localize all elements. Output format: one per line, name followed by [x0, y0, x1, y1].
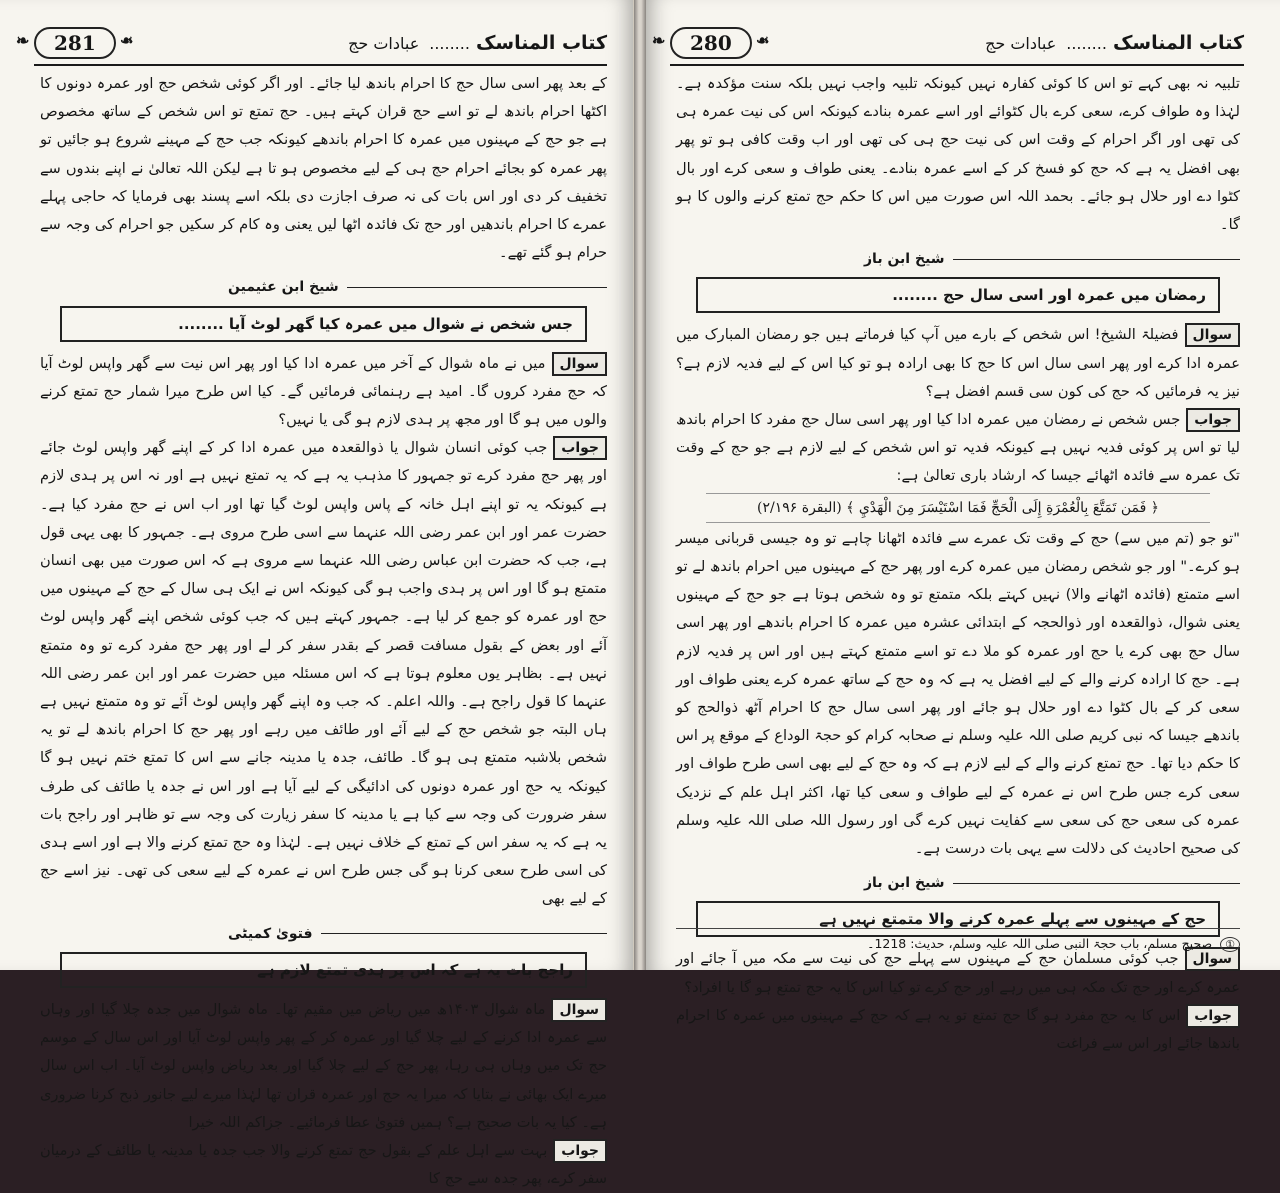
answer-paragraph [676, 1002, 1240, 1058]
book-title: کتاب المناسک [1112, 32, 1244, 54]
answer-paragraph [40, 434, 607, 913]
quran-verse [706, 493, 1210, 523]
scholar-name: شیخ ابن عثیمین [228, 279, 339, 296]
boxed-title: رمضان میں عمرہ اور اسی سال حج ........ [696, 277, 1220, 313]
section-heading [676, 869, 1240, 897]
header-titles [348, 32, 607, 54]
divider-line [953, 883, 1240, 884]
scholar-name: شیخ ابن باز [864, 251, 945, 268]
divider-line [321, 933, 608, 934]
scholar-name: شیخ ابن باز [864, 875, 945, 892]
title-dots: ........ [429, 34, 470, 53]
divider-line [953, 259, 1240, 260]
question-text: میں نے ماہ شوال کے آخر میں عمرہ ادا کیا اور پھر اس نیت سے گھر واپس لوٹ آیا کہ حج مفرد کروں گا۔ امید ہے رہنمائی فرمائیں گے۔ کیا اس طرح میرا شمار حج تمتع کرنے والوں میں ہو گا اور مجھ پر ہدی لازم ہو گی یا نہیں؟ [40, 354, 607, 429]
question-paragraph [40, 350, 607, 435]
footnote [676, 928, 1240, 956]
page-number: ❧ 280 ❧ [670, 27, 752, 59]
answer-text: جس شخص نے رمضان میں عمرہ ادا کیا اور پھر اسی سال حج مفرد کا احرام باندھ لیا تو اس پر کوئی فدیہ نہیں ہے کیونکہ فدیہ تو اس شخص کے لیے لازم ہے جو حج کے وقت تک عمرہ سے فائدہ اٹھائے جیسا کہ ارشاد باری تعالیٰ ہے: [676, 411, 1240, 485]
section-heading [40, 920, 607, 948]
title-dots: ........ [1066, 34, 1107, 53]
section-heading [40, 273, 607, 301]
page-header [34, 22, 607, 66]
chapter-title: عبادات حج [985, 34, 1057, 53]
book-gutter [634, 0, 646, 970]
boxed-title: جس شخص نے شوال میں عمرہ کیا گھر لوٹ آیا ........ [60, 306, 587, 342]
left-page [0, 0, 634, 1188]
header-titles [985, 32, 1244, 54]
question-text: ماہ شوال ۱۴۰۳ھ میں ریاض میں مقیم تھا۔ ماہ شوال میں جدہ چلا گیا اور وہاں سے عمرہ ادا کرنے کے لیے چلا گیا اور عمرہ کر کے پھر واپس لوٹ آیا اور اس سال کے موسم حج تک میں وہاں ہی رہا، پھر حج کے لیے چلا گیا اور بعد ریاض واپس لوٹ آیا۔ اب اس سال میرے ایک بھائی نے بتایا کہ میرا یہ حج اور عمرہ قران تھا لہٰذا میرے لیے جانور ذبح کرنا ضروری ہے۔ کیا یہ بات صحیح ہے؟ ہمیں فتویٰ عطا فرمائیے۔ جزاکم اللہ خیرا [40, 1000, 607, 1131]
question-paragraph [40, 996, 607, 1137]
answer-text: جب کوئی انسان شوال یا ذوالقعدہ میں عمرہ ادا کر کے اپنے گھر واپس لوٹ جائے اور پھر حج مفرد کرے تو جمہور کا مذہب یہ ہے کہ یہ تمتع نہیں ہے اور نہ اس پر ہدی لازم ہے کیونکہ یہ تو اپنے اہل خانہ کے پاس واپس لوٹ گیا تھا اور اب اس نے حج مفرد کیا ہے۔ حضرت عمر اور ابن عمر رضی اللہ عنہما سے اسی طرح مروی ہے۔ جمہور کا بھی یہی قول ہے، جب کہ حضرت ابن عباس رضی اللہ عنہما سے مروی ہے کہ اس صورت میں بھی انسان متمتع ہو گا اور اس پر ہدی واجب ہو گی کیونکہ اس نے ایک ہی سال کے حج کے مہینوں میں حج اور عمرہ کو جمع کر لیا ہے۔ جمہور کہتے ہیں کہ جب کوئی شخص اپنے گھر واپس لوٹ آئے اور بعض کے بقول مسافت قصر کے بقدر سفر کر لے اور پھر حج مفرد کرے تو وہ متمتع نہیں ہے۔ بظاہر یوں معلوم ہوتا ہے کہ اس مسئلہ میں حضرت عمر اور ابن عمر رضی اللہ عنہما کا قول راجح ہے۔ واللہ اعلم۔ کہ جب وہ اپنے گھر واپس لوٹ آئے تو وہ متمتع نہیں ہے ہاں البتہ جو شخص حج کے لیے آئے اور طائف میں رہے اور پھر حج کا احرام باندھ لے تو یہ شخص بلاشبہ متمتع ہی ہو گا۔ طائف، جدہ یا مدینہ جانے سے اس کا تمتع ختم نہیں ہو گا کیونکہ یہ حج اور عمرہ دونوں کی ادائیگی کے لیے آیا ہے اور اس نے جدہ یا طائف کی طرف سفر ضرورت کی وجہ سے کیا ہے یا مدینہ کا سفر زیارت کی وجہ سے تو ظاہر اور راجح بات یہ ہے کہ یہ سفر اس کے تمتع کے خلاف نہیں ہے۔ لہٰذا وہ حج تمتع کرنے والا ہے اور اسے ہدی کی اسی طرح سعی کرنا ہو گی جس طرح اس نے عمرہ کے لیے سعی کی تھی۔ نیز اسے حج کے لیے بھی [40, 439, 607, 908]
right-page [646, 0, 1280, 1053]
page-content [40, 70, 607, 1188]
answer-label: جواب [553, 436, 607, 460]
boxed-title: راجح بات یہ ہے کہ اس پر ہدی تمتع لازم ہے [60, 952, 587, 988]
answer-continuation: "تو جو (تم میں سے) حج کے وقت تک عمرے سے فائدہ اٹھانا چاہے تو وہ جیسی قربانی میسر ہو کرے۔" اور جو شخص رمضان میں عمرہ کرے اور پھر حج کے مہینوں میں احرام باندھ لے تو اسے متمتع (فائدہ اٹھانے والا) نہیں کہتے بلکہ متمتع تو وہ شخص ہوتا ہے جو حج کے مہینوں یعنی شوال، ذوالقعدہ اور ذوالحجہ کے ابتدائی عشرہ میں عمرہ کا احرام باندھے اور پھر اسی سال حج بھی کرے یا حج اور عمرہ کو ملا دے تو اسے متمتع کہتے ہیں اور اس پر فدیہ لازم ہے۔ حج کا ارادہ کرنے والے کے لیے افضل یہ ہے کہ وہ حج کے ساتھ عمرہ کرے یعنی طواف اور سعی کر کے بال کٹوا دے اور حلال ہو جائے اور پھر اسی سال حج کا احرام آٹھ ذوالحج کو باندھے جیسا کہ نبی کریم صلی اللہ علیہ وسلم نے صحابہ کرام کو حجۃ الوداع کے موقع پر اس کا حکم دیا تھا۔ حج تمتع کرنے والے کے لیے لازم ہے کہ وہ حج کے لیے بھی اسی طرح طواف اور سعی کرے جس طرح اس نے عمرہ کے لیے طواف و سعی کیا تھا، اکثر اہل علم کے نزدیک عمرہ کی سعی حج کی سعی سے کفایت نہیں کرے گی اور رسول اللہ صلی اللہ علیہ وسلم کی صحیح احادیث کی دلالت سے یہی بات درست ہے۔ [676, 529, 1240, 858]
answer-paragraph [676, 406, 1240, 491]
chapter-title: عبادات حج [348, 34, 420, 53]
scholar-name: فتویٰ کمیٹی [228, 925, 313, 942]
page-header [670, 22, 1244, 66]
question-text: جب کوئی مسلمان حج کے مہینوں سے پہلے حج کی نیت سے مکہ میں آ جائے اور عمرہ کرے اور حج تک مکہ ہی میں رہے اور حج کرے تو کیا اس کا یہ حج تمتع ہو گا یا افراد؟ [676, 950, 1240, 996]
answer-text: بہت سے اہل علم کے بقول حج تمتع کرنے والا جب جدہ یا مدینہ یا طائف کے درمیان سفر کرے، پھر جدہ سے حج کا [40, 1141, 607, 1188]
question-label: سوال [552, 352, 608, 376]
page-number: ❧ 281 ❧ [34, 27, 116, 59]
footnote-mark: ① [1220, 937, 1240, 952]
question-label: سوال [1185, 947, 1241, 971]
book-title: کتاب المناسک [475, 32, 607, 54]
divider-line [347, 287, 607, 288]
footnote-text: صحیح مسلم، باب حجۃ النبی صلی اللہ علیہ وسلم، حدیث: 1218۔ [867, 936, 1213, 951]
answer-label: جواب [553, 1139, 607, 1163]
question-text: فضیلۃ الشیخ! اس شخص کے بارے میں آپ کیا فرماتے ہیں جو رمضان المبارک میں عمرہ ادا کرے اور پھر اسی سال اس کا حج کا بھی ارادہ ہو تو کیا اس کے لیے فدیہ لازم ہے؟ نیز یہ فرمائیں کہ حج کی کون سی قسم افضل ہے؟ [676, 326, 1240, 400]
answer-text: اس کا یہ حج مفرد ہو گا حج تمتع تو یہ ہے کہ حج کے مہینوں میں عمرہ کا احرام باندھا جائے اور اس سے فراغت [676, 1006, 1240, 1053]
verse-text: ﴿ فَمَن تَمَتَّعَ بِالْعُمْرَةِ إِلَى الْحَجِّ فَمَا اسْتَيْسَرَ مِنَ الْهَدْيِ ﴾ [846, 499, 1159, 516]
answer-paragraph [40, 1137, 607, 1193]
question-label: سوال [1185, 323, 1241, 347]
question-label: سوال [551, 998, 607, 1022]
answer-label: جواب [1186, 1004, 1240, 1028]
question-paragraph [676, 321, 1240, 406]
verse-reference: (البقرة ۲/۱۹۶) [757, 499, 842, 516]
section-heading [676, 245, 1240, 273]
boxed-title: حج کے مہینوں سے پہلے عمرہ کرنے والا متمتع نہیں ہے [696, 901, 1220, 937]
intro-paragraph: کے بعد پھر اسی سال حج کا احرام باندھ لیا جائے۔ اور اگر کوئی شخص حج اور عمرہ دونوں کا اکٹھا احرام باندھ لے تو اسے حج قران کہتے ہیں۔ حج تمتع تو اس شخص کے ساتھ مخصوص ہے جو حج کے مہینوں میں عمرہ کا احرام باندھے کیونکہ جب حج کے مہینے شروع ہو جائیں تو پھر عمرہ کو بجائے احرام حج ہی کے لیے مخصوص ہو تا ہے لیکن اللہ تعالیٰ نے اپنے بندوں سے تخفیف کر دی اور اس بات کی نہ صرف اجازت دی بلکہ اسے پسند بھی فرمایا کہ حاجی پہلے عمرے کا احرام باندھیں اور حج تک فائدہ اٹھا لیں یعنی وہ کام کر سکیں جو احرام کی وجہ سے حرام ہو گئے تھے۔ [40, 75, 607, 262]
intro-paragraph: تلبیہ نہ بھی کہے تو اس کا کوئی کفارہ نہیں کیونکہ تلبیہ واجب نہیں بلکہ سنت مؤکدہ ہے۔ لہٰذا وہ طواف کرے، سعی کرے بال کٹوائے اور اسے عمرہ بنادے کیونکہ اس کی نیت عمرہ ہی کی تھی اور اگر احرام کے وقت اس کی نیت حج ہی کی تھی اور اب وقت کافی ہو تو پھر بھی افضل یہ ہے کہ حج کو فسخ کر کے اسے عمرہ بنادے۔ یعنی طواف و سعی کرے اور بال کٹوا دے اور حلال ہو جائے۔ بحمد اللہ اس صورت میں اس کا حکم حج تمتع کرنے والوں کا ہو گا۔ [676, 75, 1240, 234]
answer-label: جواب [1186, 408, 1240, 432]
